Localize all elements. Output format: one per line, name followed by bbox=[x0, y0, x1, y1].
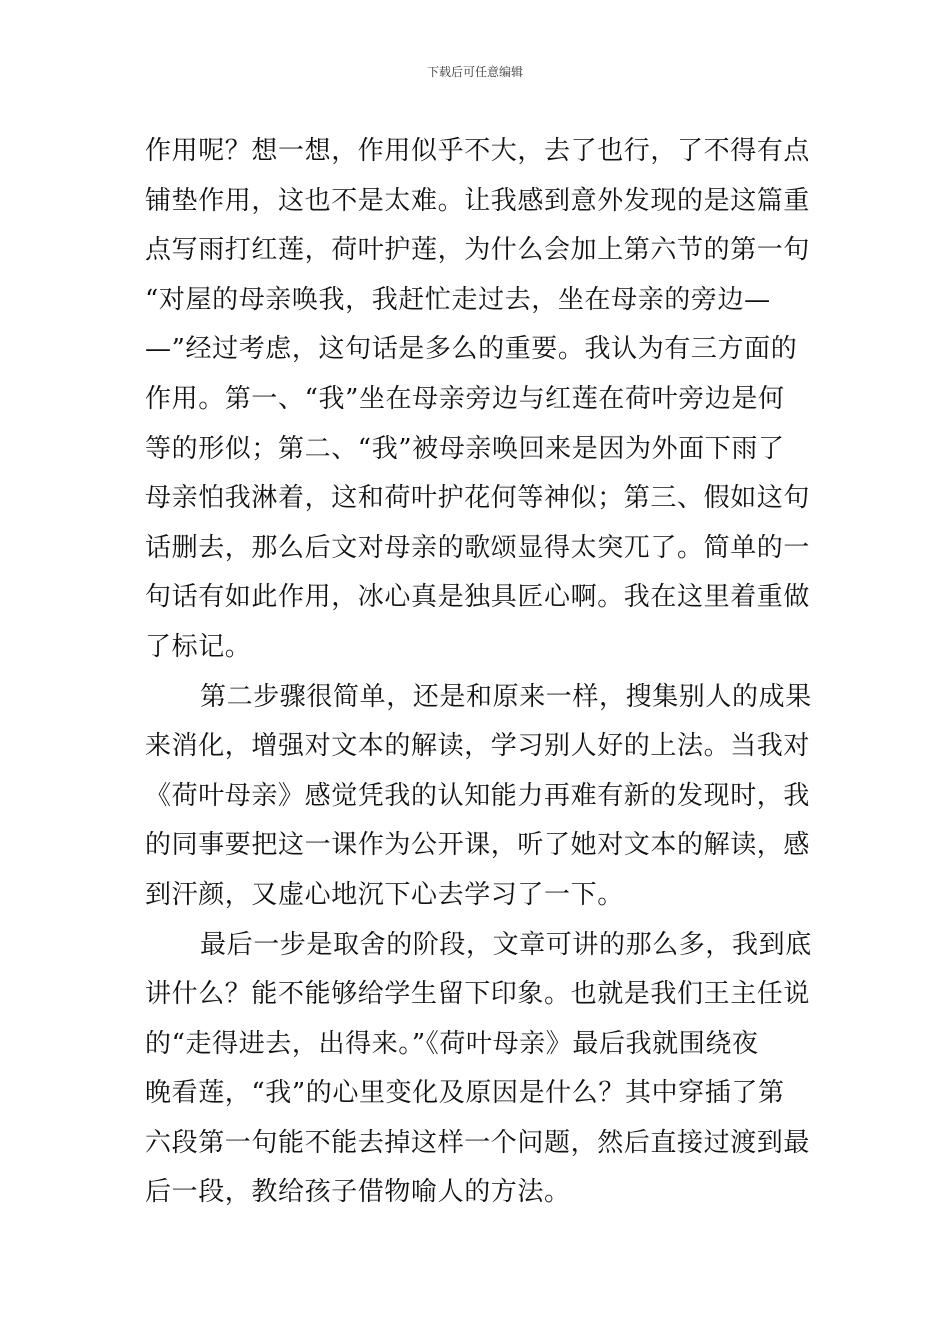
paragraph bbox=[145, 127, 810, 673]
text-line: 晚看莲，“我”的心里变化及原因是什么？其中穿插了第 bbox=[145, 1078, 785, 1109]
text-line: “对屋的母亲唤我，我赶忙走过去，坐在母亲的旁边— bbox=[145, 284, 771, 315]
text-line: 句话有如此作用，冰心真是独具匠心啊。我在这里着重做 bbox=[145, 582, 811, 613]
text-line: 点写雨打红莲，荷叶护莲，为什么会加上第六节的第一句 bbox=[145, 235, 811, 266]
text-line: 来消化，增强对文本的解读，学习别人好的上法。当我对 bbox=[145, 731, 811, 762]
text-line: 母亲怕我淋着，这和荷叶护花何等神似；第三、假如这句 bbox=[145, 483, 811, 514]
text-line: 等的形似；第二、“我”被母亲唤回来是因为外面下雨了 bbox=[145, 433, 785, 464]
paragraph bbox=[145, 673, 810, 921]
text-line: 六段第一句能不能去掉这样一个问题，然后直接过渡到最 bbox=[145, 1127, 811, 1158]
text-line: 话删去，那么后文对母亲的歌颂显得太突兀了。简单的一 bbox=[145, 532, 811, 563]
text-line: 《荷叶母亲》感觉凭我的认知能力再难有新的发现时，我 bbox=[145, 780, 811, 811]
text-line: 铺垫作用，这也不是太难。让我感到意外发现的是这篇重 bbox=[145, 185, 811, 216]
text-line: 的同事要把这一课作为公开课，听了她对文本的解读，感 bbox=[145, 830, 811, 861]
text-line: 作用。第一、“我”坐在母亲旁边与红莲在荷叶旁边是何 bbox=[145, 383, 785, 414]
text-line: 后一段，教给孩子借物喻人的方法。 bbox=[145, 1177, 571, 1208]
text-line: 的“走得进去，出得来。”《荷叶母亲》最后我就围绕夜 bbox=[145, 1028, 759, 1059]
text-line: —”经过考虑，这句话是多么的重要。我认为有三方面的 bbox=[145, 334, 798, 365]
document-body bbox=[145, 127, 810, 1218]
text-line: 最后一步是取舍的阶段，文章可讲的那么多，我到底 bbox=[200, 929, 812, 960]
page-header: 下载后可任意编辑 bbox=[426, 65, 523, 79]
text-line: 了标记。 bbox=[145, 631, 252, 662]
text-line: 讲什么？能不能够给学生留下印象。也就是我们王主任说 bbox=[145, 979, 811, 1010]
text-line: 作用呢？想一想，作用似乎不大，去了也行，了不得有点 bbox=[145, 136, 811, 166]
paragraph bbox=[145, 921, 810, 1219]
text-line: 到汗颜，又虚心地沉下心去学习了一下。 bbox=[145, 879, 624, 910]
text-line: 第二步骤很简单，还是和原来一样，搜集别人的成果 bbox=[200, 681, 812, 712]
